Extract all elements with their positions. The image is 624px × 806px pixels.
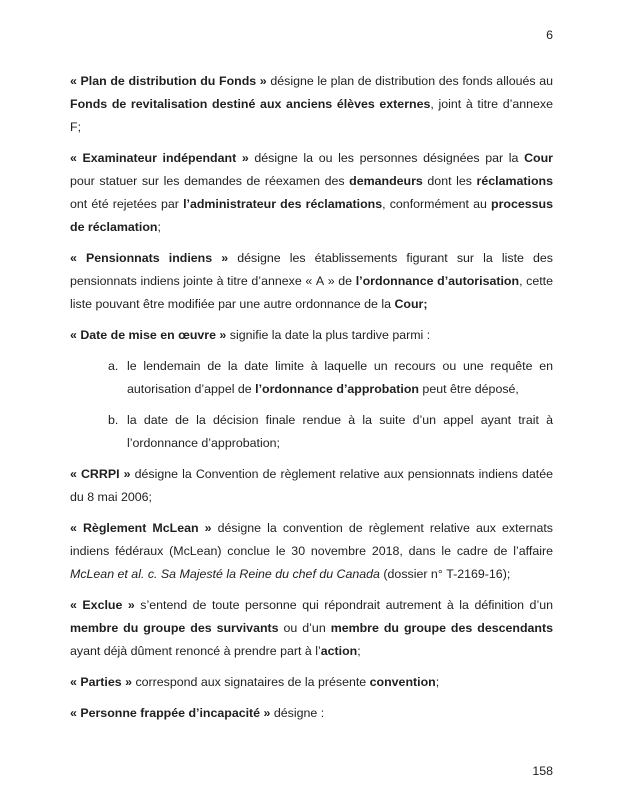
text-run: ; [157,220,161,234]
document-content [70,70,553,725]
text-run: convention [369,675,436,689]
text-run: Cour [524,151,553,165]
definition-crrpi [70,463,553,509]
list-item-b-text [127,413,553,450]
text-run: « Pensionnats indiens » [70,251,229,265]
text-run: ou d’un [278,621,331,635]
text-run: , joint à titre d’annexe F; [70,97,553,134]
list-item-a [70,355,553,401]
text-run: pour statuer sur les demandes de réexamen des [70,174,350,188]
page-number-bottom: 158 [532,764,553,778]
text-run: le lendemain de la date limite à laquelle un recours ou une requête en autorisation d’appel de [127,359,553,396]
text-run: membre du groupe des descendants [330,621,554,635]
text-run: la date de la décision finale rendue à la suite d’un appel ayant trait à l’ordonnance d’approbation; [127,413,553,450]
text-run: réclamations [476,174,553,188]
text-run: « Règlement McLean » [70,521,212,535]
definition-parties [70,671,553,694]
text-run: « Plan de distribution du Fonds » [70,74,267,88]
list-marker-b: b. [108,413,119,427]
definition-exclue [70,594,553,663]
text-run: signifie la date la plus tardive parmi : [226,328,431,342]
text-run: l’ordonnance d’autorisation [355,274,520,288]
text-run: ; [357,644,361,658]
text-run: désigne : [270,706,325,720]
text-run: ayant déjà dûment renoncé à prendre part à l’ [70,644,321,658]
definition-plan-de-distribution-du-fonds [70,70,553,139]
text-run: ; [435,675,440,689]
text-run: désigne la convention de règlement relative aux externats indiens fédéraux (McLean) conclue le 30 novembre 2018, dans le cadre de l’affaire [70,521,553,558]
text-run: Fonds de revitalisation destiné aux anciens élèves externes [70,97,431,111]
text-run: correspond aux signataires de la présente [132,675,370,689]
text-run: processus de réclamation [70,197,553,234]
definition-pensionnats-indiens [70,247,553,316]
text-run: l’ordonnance d’approbation [255,382,419,396]
text-run: , cette liste pouvant être modifiée par une autre ordonnance de la [70,274,554,311]
text-run: désigne le plan de distribution des fonds alloués au [266,74,553,88]
page-number-top: 6 [546,28,553,42]
text-run: « Date de mise en œuvre » [70,328,227,342]
text-run: « Examinateur indépendant » [70,151,249,165]
definition-personne-frappee-incapacite [70,702,553,725]
text-run: dont les [422,174,477,188]
text-run: McLean et al. c. Sa Majesté la Reine du chef du Canada [70,567,380,581]
text-run: l’administrateur des réclamations [183,197,383,211]
text-run: « CRRPI » [70,467,131,481]
text-run: « Parties » [70,675,132,689]
text-run: demandeurs [349,174,423,188]
list-marker-a: a. [108,359,119,373]
definition-examinateur-independant [70,147,553,239]
text-run: membre du groupe des survivants [70,621,279,635]
text-run: « Exclue » [70,598,135,612]
list-item-b [70,409,553,455]
text-run: désigne la Convention de règlement relative aux pensionnats indiens datée du 8 mai 2006; [70,467,554,504]
text-run: s’entend de toute personne qui répondrait autrement à la définition d’un [134,598,553,612]
text-run: , conformément au [382,197,492,211]
text-run: action [320,644,358,658]
list-item-a-text [127,359,553,396]
text-run: désigne la ou les personnes désignées par la [248,151,525,165]
text-run: Cour; [394,297,428,311]
text-run: désigne les établissements figurant sur la liste des pensionnats indiens jointe à titre d’annexe « A » de [70,251,553,288]
text-run: « Personne frappée d’incapacité » [70,706,271,720]
definition-date-de-mise-en-oeuvre [70,324,553,347]
text-run: (dossier n° T-2169-16); [379,567,511,581]
text-run: ont été rejetées par [70,197,184,211]
text-run: peut être déposé, [418,382,519,396]
definition-reglement-mclean [70,517,553,586]
